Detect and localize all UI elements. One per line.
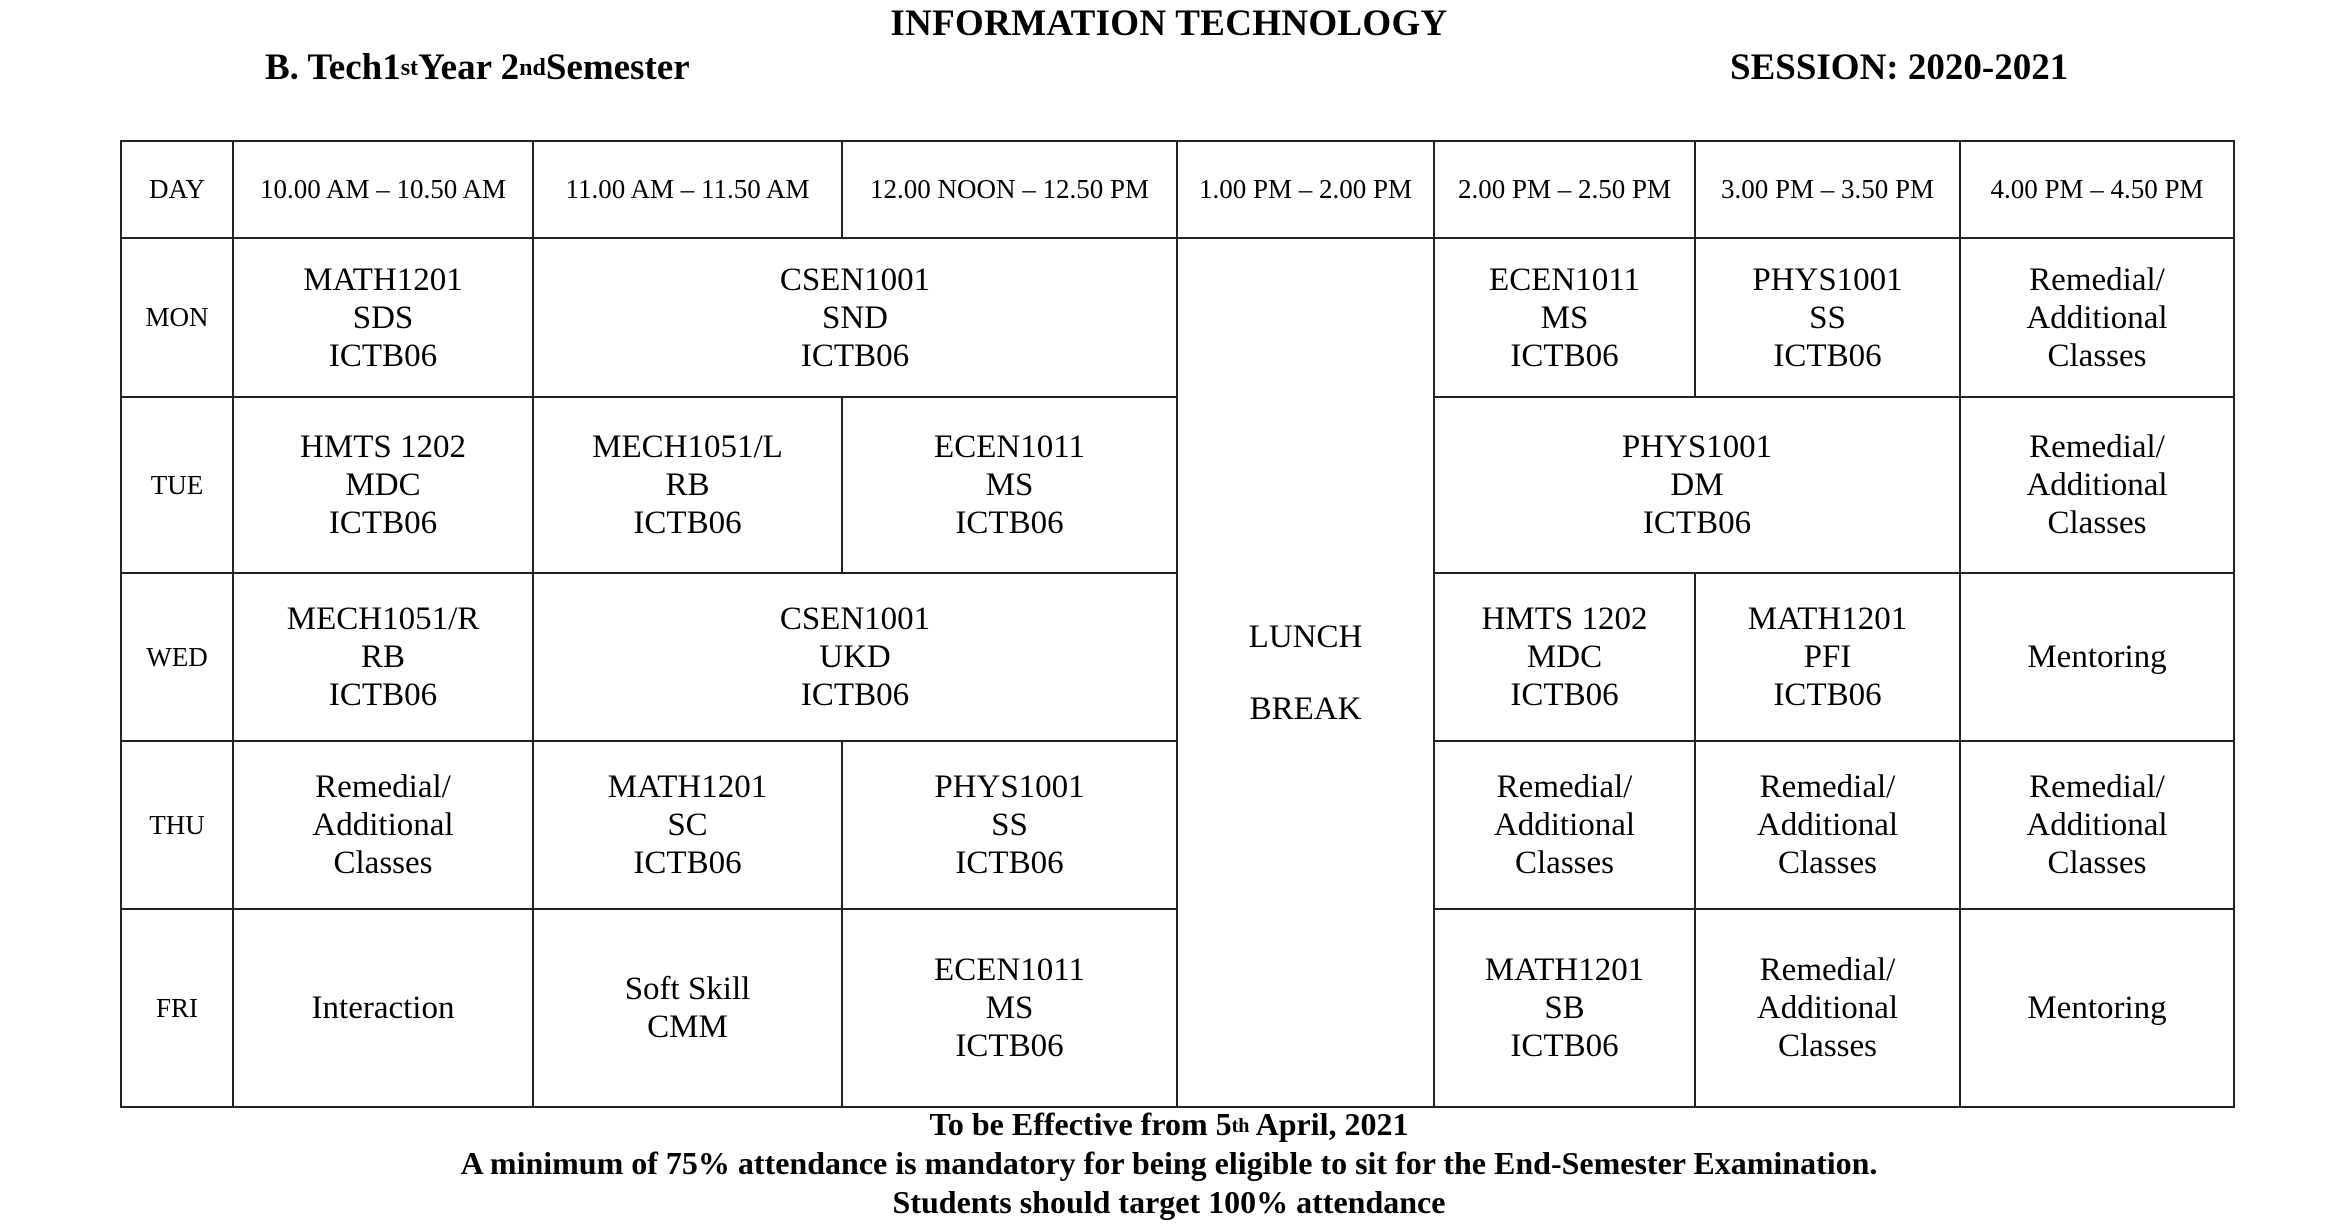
day-label-tue: TUE (121, 397, 233, 573)
class-cell: Soft Skill CMM (533, 909, 842, 1107)
class-cell: PHYS1001 SS ICTB06 (842, 741, 1177, 909)
class-cell: ECEN1011 MS ICTB06 (1434, 238, 1695, 397)
class-cell: Remedial/ Additional Classes (1695, 741, 1960, 909)
effective-date-note: To be Effective from 5th April, 2021 (929, 1106, 1409, 1142)
col-header-slot-2: 11.00 AM – 11.50 AM (533, 141, 842, 238)
class-cell: CSEN1001 SND ICTB06 (533, 238, 1177, 397)
lunch-break-cell (1177, 238, 1434, 1107)
course-sup-year: st (400, 55, 419, 81)
header-row (121, 141, 2234, 238)
class-cell: Remedial/ Additional Classes (1960, 238, 2234, 397)
timetable (120, 140, 2235, 1108)
day-label-wed: WED (121, 573, 233, 741)
department-title: INFORMATION TECHNOLOGY (890, 3, 1448, 44)
course-prefix: B. Tech1 (265, 47, 401, 88)
class-cell: ECEN1011 MS ICTB06 (842, 909, 1177, 1107)
attendance-rule-note: A minimum of 75% attendance is mandatory for being eligible to sit for the End-Semester Examination. (460, 1145, 1878, 1181)
break-label: BREAK (1249, 690, 1362, 727)
class-cell: Remedial/ Additional Classes (1960, 397, 2234, 573)
class-cell: Mentoring (1960, 573, 2234, 741)
class-cell: HMTS 1202 MDC ICTB06 (233, 397, 533, 573)
class-cell: MECH1051/L RB ICTB06 (533, 397, 842, 573)
class-cell: MATH1201 SDS ICTB06 (233, 238, 533, 397)
class-cell: ECEN1011 MS ICTB06 (842, 397, 1177, 573)
course-sup-semester: nd (519, 55, 546, 81)
col-header-slot-5: 2.00 PM – 2.50 PM (1434, 141, 1695, 238)
col-header-slot-3: 12.00 NOON – 12.50 PM (842, 141, 1177, 238)
day-label-thu: THU (121, 741, 233, 909)
class-cell: MECH1051/R RB ICTB06 (233, 573, 533, 741)
col-header-lunch: 1.00 PM – 2.00 PM (1177, 141, 1434, 238)
class-cell: HMTS 1202 MDC ICTB06 (1434, 573, 1695, 741)
col-header-slot-1: 10.00 AM – 10.50 AM (233, 141, 533, 238)
class-cell: Remedial/ Additional Classes (1434, 741, 1695, 909)
col-header-slot-7: 4.00 PM – 4.50 PM (1960, 141, 2234, 238)
course-title (265, 46, 690, 89)
class-cell: MATH1201 SB ICTB06 (1434, 909, 1695, 1107)
class-cell: MATH1201 PFI ICTB06 (1695, 573, 1960, 741)
session-label: SESSION: 2020-2021 (1730, 47, 2069, 88)
class-cell: CSEN1001 UKD ICTB06 (533, 573, 1177, 741)
attendance-target-note: Students should target 100% attendance (892, 1184, 1446, 1220)
row-mon (121, 238, 2234, 397)
class-cell: Remedial/ Additional Classes (233, 741, 533, 909)
class-cell: Interaction (233, 909, 533, 1107)
day-label-mon: MON (121, 238, 233, 397)
col-header-slot-6: 3.00 PM – 3.50 PM (1695, 141, 1960, 238)
class-cell: PHYS1001 DM ICTB06 (1434, 397, 1960, 573)
course-semester: Semester (545, 47, 690, 88)
col-header-day: DAY (121, 141, 233, 238)
day-label-fri: FRI (121, 909, 233, 1107)
lunch-label: LUNCH (1248, 618, 1363, 655)
class-cell: Mentoring (1960, 909, 2234, 1107)
class-cell: MATH1201 SC ICTB06 (533, 741, 842, 909)
course-year: Year 2 (418, 47, 520, 88)
class-cell: PHYS1001 SS ICTB06 (1695, 238, 1960, 397)
class-cell: Remedial/ Additional Classes (1960, 741, 2234, 909)
class-cell: Remedial/ Additional Classes (1695, 909, 1960, 1107)
